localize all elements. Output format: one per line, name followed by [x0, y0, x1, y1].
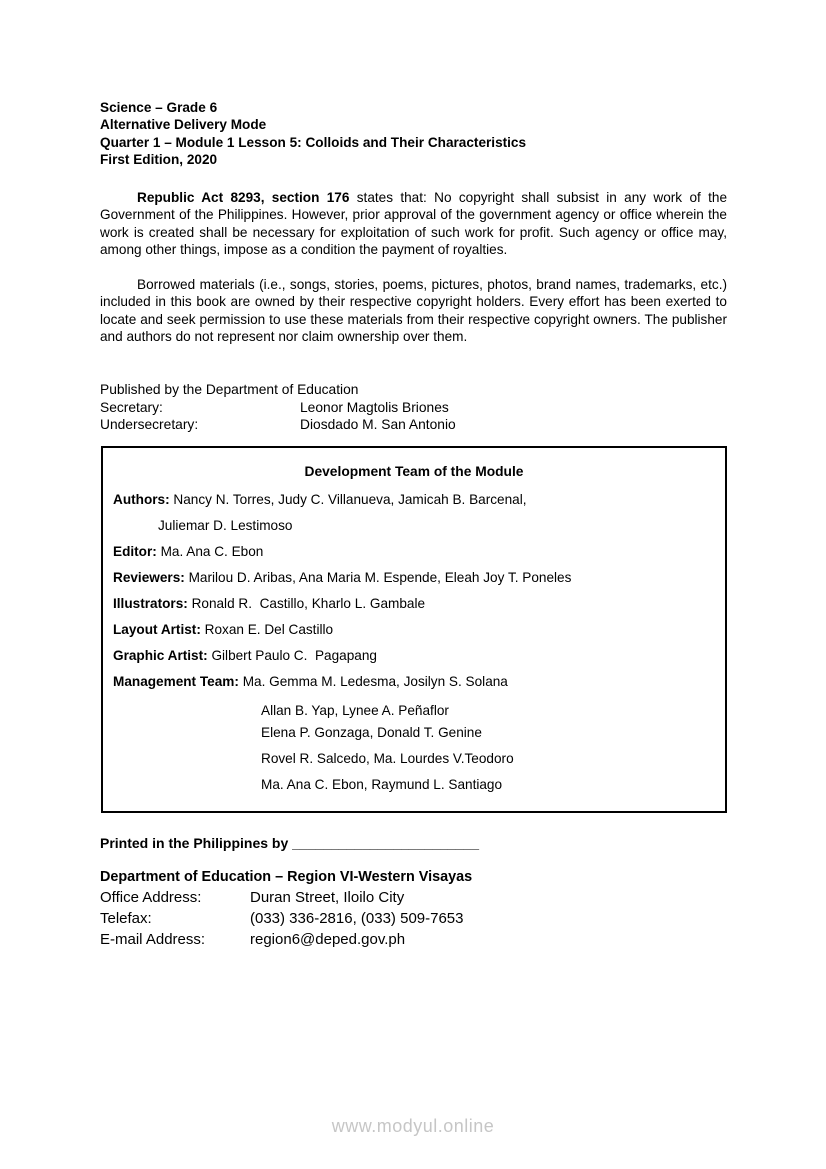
printed-in-philippines-line: Printed in the Philippines by ________________________	[100, 835, 480, 851]
management-team-row: Management Team: Ma. Gemma M. Ledesma, Josilyn S. Solana	[113, 674, 508, 689]
email-label: E-mail Address:	[100, 930, 206, 948]
deped-region-title: Department of Education – Region VI-Western Visayas	[100, 869, 473, 885]
borrowed-materials-paragraph: Borrowed materials (i.e., songs, stories, poems, pictures, photos, brand names, trademarks, etc.) included in this book are owned by their respective copyright holders. Every effort has been exerted to locate and seek permission to use these materials from their respective copyright owners. The publisher and authors do not represent nor claim ownership over them.	[100, 277, 727, 344]
published-by-block	[100, 381, 727, 434]
authors-continued-row: Juliemar D. Lestimoso	[158, 518, 293, 533]
authors-row: Authors: Nancy N. Torres, Judy C. Villanueva, Jamicah B. Barcenal,	[113, 492, 527, 507]
graphic-artist-row: Graphic Artist: Gilbert Paulo C. Pagapang	[113, 648, 377, 663]
management-team-member-row: Rovel R. Salcedo, Ma. Lourdes V.Teodoro	[261, 751, 514, 766]
layout-artist-row: Layout Artist: Roxan E. Del Castillo	[113, 622, 334, 637]
office-address-row	[100, 888, 727, 909]
secretary-row	[100, 399, 727, 417]
management-team-member-row: Elena P. Gonzaga, Donald T. Genine	[261, 725, 482, 740]
reviewers-row: Reviewers: Marilou D. Aribas, Ana Maria M. Espende, Eleah Joy T. Poneles	[113, 570, 572, 585]
module-subject-line: Science – Grade 6	[100, 100, 218, 115]
undersecretary-name: Diosdado M. San Antonio	[300, 417, 456, 433]
email-value: region6@deped.gov.ph	[250, 930, 406, 948]
management-team-member-row: Allan B. Yap, Lynee A. Peñaflor	[261, 703, 449, 718]
management-team-member-row: Ma. Ana C. Ebon, Raymund L. Santiago	[261, 777, 503, 792]
module-header	[100, 99, 727, 169]
module-title-line: Quarter 1 – Module 1 Lesson 5: Colloids and Their Characteristics	[100, 134, 527, 150]
undersecretary-row	[100, 416, 727, 434]
office-address-label: Office Address:	[100, 889, 202, 906]
telefax-label: Telefax:	[100, 909, 152, 927]
watermark: www.modyul.online	[331, 1116, 495, 1136]
secretary-label: Secretary:	[100, 399, 163, 415]
copyright-act-paragraph	[100, 189, 727, 258]
published-by-line: Published by the Department of Education	[100, 382, 359, 397]
telefax-value: (033) 336-2816, (033) 509-7653	[250, 909, 464, 927]
telefax-row	[100, 909, 727, 930]
office-address-value: Duran Street, Iloilo City	[250, 889, 405, 906]
copyright-act-body: states that: No copyright shall subsist in any work of the Government of the Philippines. However, prior approval of the government agency or office wherein the work is created shall be necessary for exploitation of such work for profit. Such agency or office may, among other things, impose as a condition the payment of royalties.	[100, 190, 728, 257]
development-team-title: Development Team of the Module	[304, 464, 524, 479]
copyright-act-bold-phrase: Republic Act 8293, section 176	[137, 190, 350, 205]
editor-row: Editor: Ma. Ana C. Ebon	[113, 544, 264, 559]
illustrators-row: Illustrators: Ronald R. Castillo, Kharlo L. Gambale	[113, 596, 426, 611]
printer-blank-line: ________________________	[292, 835, 480, 851]
email-row	[100, 930, 727, 951]
footer-contact-block	[100, 869, 727, 950]
module-mode-line: Alternative Delivery Mode	[100, 117, 267, 133]
module-edition-line: First Edition, 2020	[100, 152, 218, 168]
development-team-box	[101, 446, 727, 813]
undersecretary-label: Undersecretary:	[100, 417, 199, 433]
secretary-name: Leonor Magtolis Briones	[300, 399, 449, 415]
